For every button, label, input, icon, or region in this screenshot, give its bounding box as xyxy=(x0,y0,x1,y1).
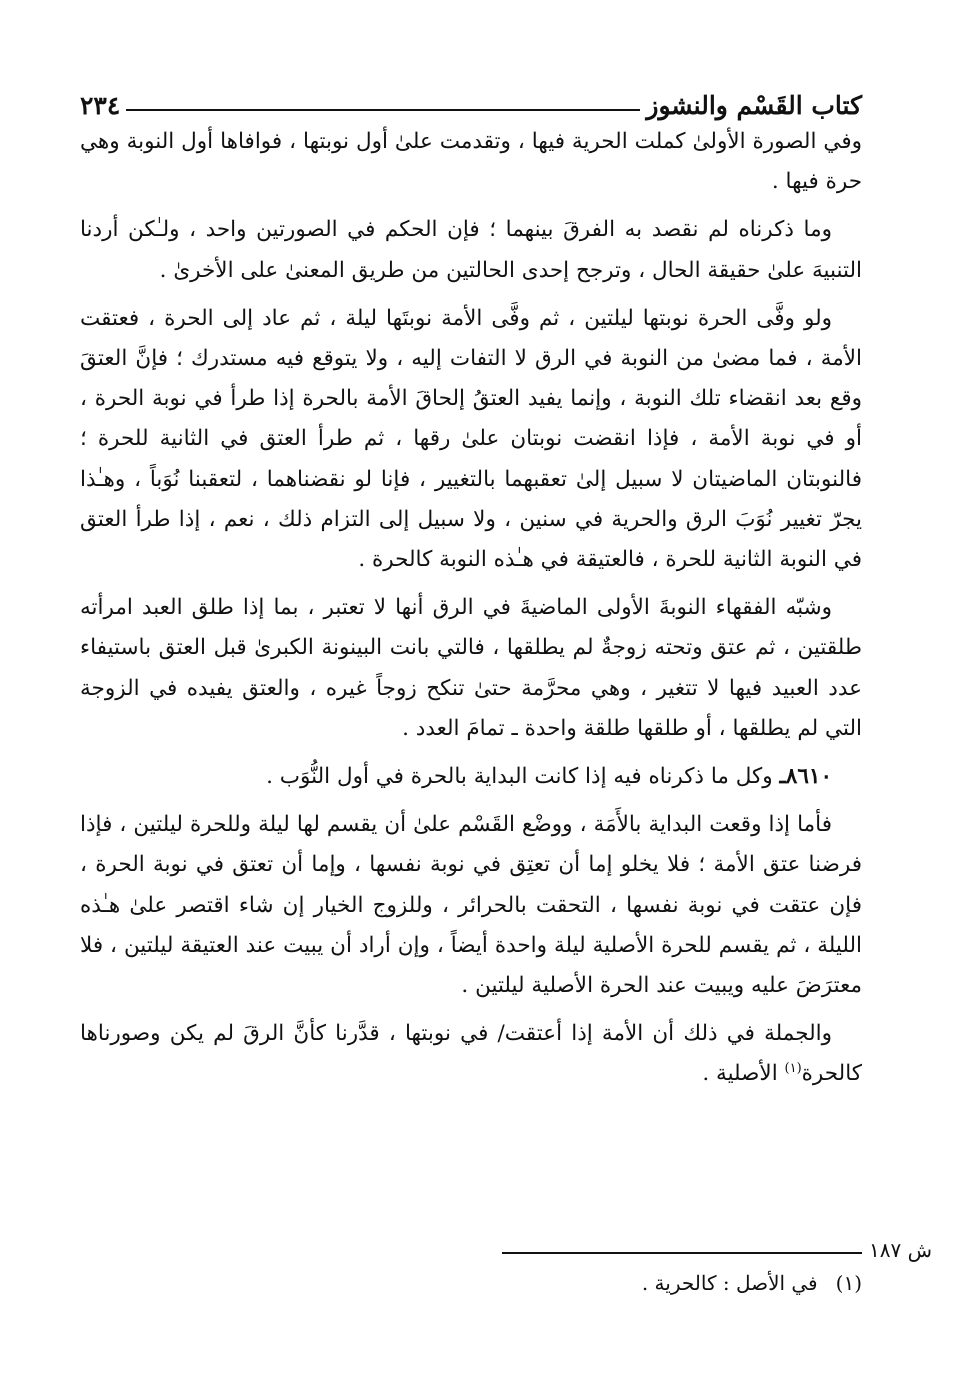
footnote-number: (١) xyxy=(835,1271,862,1295)
footnote-reference[interactable]: (١) xyxy=(784,1061,802,1077)
paragraph: وشبّه الفقهاء النوبةَ الأولى الماضيةَ في الرق أنها لا تعتبر ، بما إذا طلق العبد امرأته طلقتين ، ثم عتق وتحته زوجةٌ لم يطلقها ، فالتي بانت البينونة الكبرىٰ قبل العتق باستيفاء عدد العبيد فيها لا تتغير ، وهي محرَّمة حتىٰ تنكح زوجاً غيره ، والعتق يفيده في الزوجة التي لم يطلقها ، أو طلقها طلقة واحدة ـ تمامَ العدد . xyxy=(80,595,862,741)
paragraph: ولو وفَّى الحرة نوبتها ليلتين ، ثم وفَّى الأمة نوبتَها ليلة ، ثم عاد إلى الحرة ، فعتقت الأمة ، فما مضىٰ من النوبة في الرق لا التفات إليه ، ولا يتوقع فيه مستدرك ؛ فإنَّ العتقَ وقع بعد انقضاء تلك النوبة ، وإنما يفيد العتقُ إلحاقَ الأمة بالحرة إذا طرأ في نوبة الحرة ، أو في نوبة الأمة ، فإذا انقضت نوبتان علىٰ رقها ، ثم طرأ العتق في الثانية للحرة ؛ فالنوبتان الماضيتان لا سبيل إلىٰ تعقبهما بالتغيير ، فإنا لو نقضناهما ، لتعقبنا نُوَباً ، وهـٰذا يجرّ تغيير نُوَبَ الرق والحرية في سنين ، ولا سبيل إلى التزام ذلك ، نعم ، إذا طرأ العتق في النوبة الثانية للحرة ، فالعتيقة في هـٰذه النوبة كالحرة . xyxy=(80,305,862,573)
paragraph-text: والجملة في ذلك أن الأمة إذا أعتقت/ في نوبتها ، قدَّرنا كأنَّ الرقَ لم يكن وصورناها كالحرة xyxy=(80,1021,862,1087)
paragraph-text: وكل ما ذكرناه فيه إذا كانت البداية بالحرة في أول النُّوَب . xyxy=(266,764,780,790)
main-text xyxy=(80,122,862,1095)
page-number: ٢٣٤ xyxy=(80,91,121,120)
section-number: ٨٦١٠ـ xyxy=(779,764,832,790)
paragraph-text: الأصلية . xyxy=(702,1061,785,1087)
footnote-text: في الأصل : كالحرية . xyxy=(641,1271,818,1295)
book-title: كتاب القَسْم والنشوز xyxy=(646,91,862,120)
header-rule xyxy=(126,109,640,111)
running-header xyxy=(80,80,862,120)
numbered-paragraph xyxy=(80,757,862,797)
paragraph: وما ذكرناه لم نقصد به الفرقَ بينهما ؛ فإن الحكم في الصورتين واحد ، ولـٰكن أردنا التنبيهَ علىٰ حقيقة الحال ، وترجح إحدى الحالتين من طريق المعنىٰ على الأخرىٰ . xyxy=(80,217,862,283)
manuscript-folio-note: ش ١٨٧ xyxy=(868,1238,932,1262)
paragraph: فأما إذا وقعت البداية بالأَمَة ، ووضْع القَسْم علىٰ أن يقسم لها ليلة وللحرة ليلتين ، فإذا فرضنا عتق الأمة ؛ فلا يخلو إما أن تعتِق في نوبة نفسها ، وإما أن تعتق في نوبة الحرة ، فإن عتقت في نوبة نفسها ، التحقت بالحرائر ، وللزوج الخيار إن شاء اقتصر علىٰ هـٰذه الليلة ، ثم يقسم للحرة الأصلية ليلة واحدة أيضاً ، وإن أراد أن يبيت عند العتيقة ليلتين ، فلا معترَضَ عليه ويبيت عند الحرة الأصلية ليلتين . xyxy=(80,812,862,999)
footnote-separator xyxy=(502,1252,862,1254)
book-page xyxy=(80,80,932,1330)
footnote xyxy=(642,1268,862,1298)
paragraph xyxy=(80,1014,862,1094)
paragraph: وفي الصورة الأولىٰ كملت الحرية فيها ، وتقدمت علىٰ أول نوبتها ، فوافاها أول النوبة وهي حرة فيها . xyxy=(80,129,862,195)
